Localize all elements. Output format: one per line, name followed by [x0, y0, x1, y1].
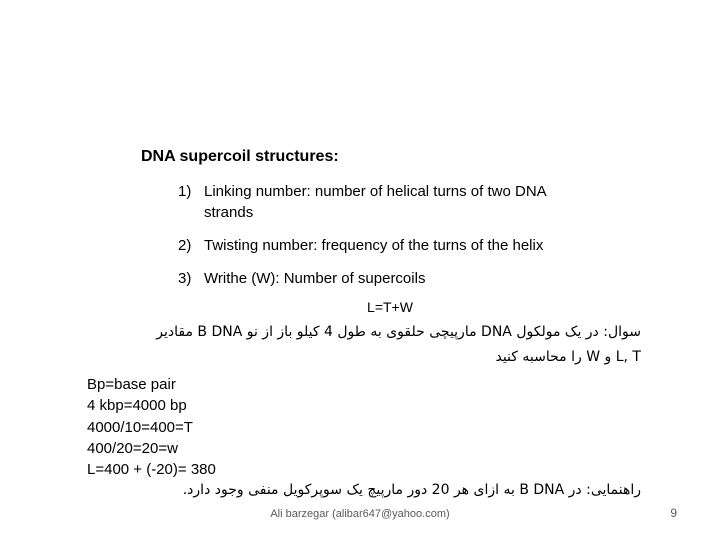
list-item-number: 1) [178, 183, 192, 200]
list-item [178, 268, 598, 289]
list-item-text: Twisting number: frequency of the turns of the helix [204, 237, 544, 254]
formula: L=T+W [367, 299, 413, 315]
list-item-text: Writhe (W): Number of supercoils [204, 270, 426, 287]
calc-line: 4 kbp=4000 bp [87, 397, 187, 415]
list-item-number: 3) [178, 270, 192, 287]
list-item [178, 181, 598, 223]
calc-line: Bp=base pair [87, 376, 176, 393]
calculation-block [87, 374, 216, 480]
hint-line: راهنمایی: در B DNA به ازای هر 20 دور مارپیچ یک سوپرکویل منفی وجود دارد. [182, 482, 641, 498]
footer-author: Ali barzegar (alibar647@yahoo.com) [270, 508, 450, 520]
calc-line: 4000/10=400=T [87, 418, 193, 436]
page-number: 9 [670, 506, 677, 520]
question-line-2: L, T و W را محاسبه کنید [495, 349, 641, 365]
calc-line: L=400 + (-20)= 380 [87, 461, 216, 479]
definition-list [178, 181, 598, 301]
question-line-1: سوال: در یک مولکول DNA مارپیچی حلقوی به طول 4 کیلو باز از نو B DNA مقادیر [156, 324, 641, 340]
list-item-text: Linking number: number of helical turns of two DNA strands [204, 183, 546, 221]
slide-title: DNA supercoil structures: [141, 148, 339, 165]
list-item [178, 235, 598, 256]
calc-line: 400/20=20=w [87, 439, 178, 457]
list-item-number: 2) [178, 237, 192, 254]
